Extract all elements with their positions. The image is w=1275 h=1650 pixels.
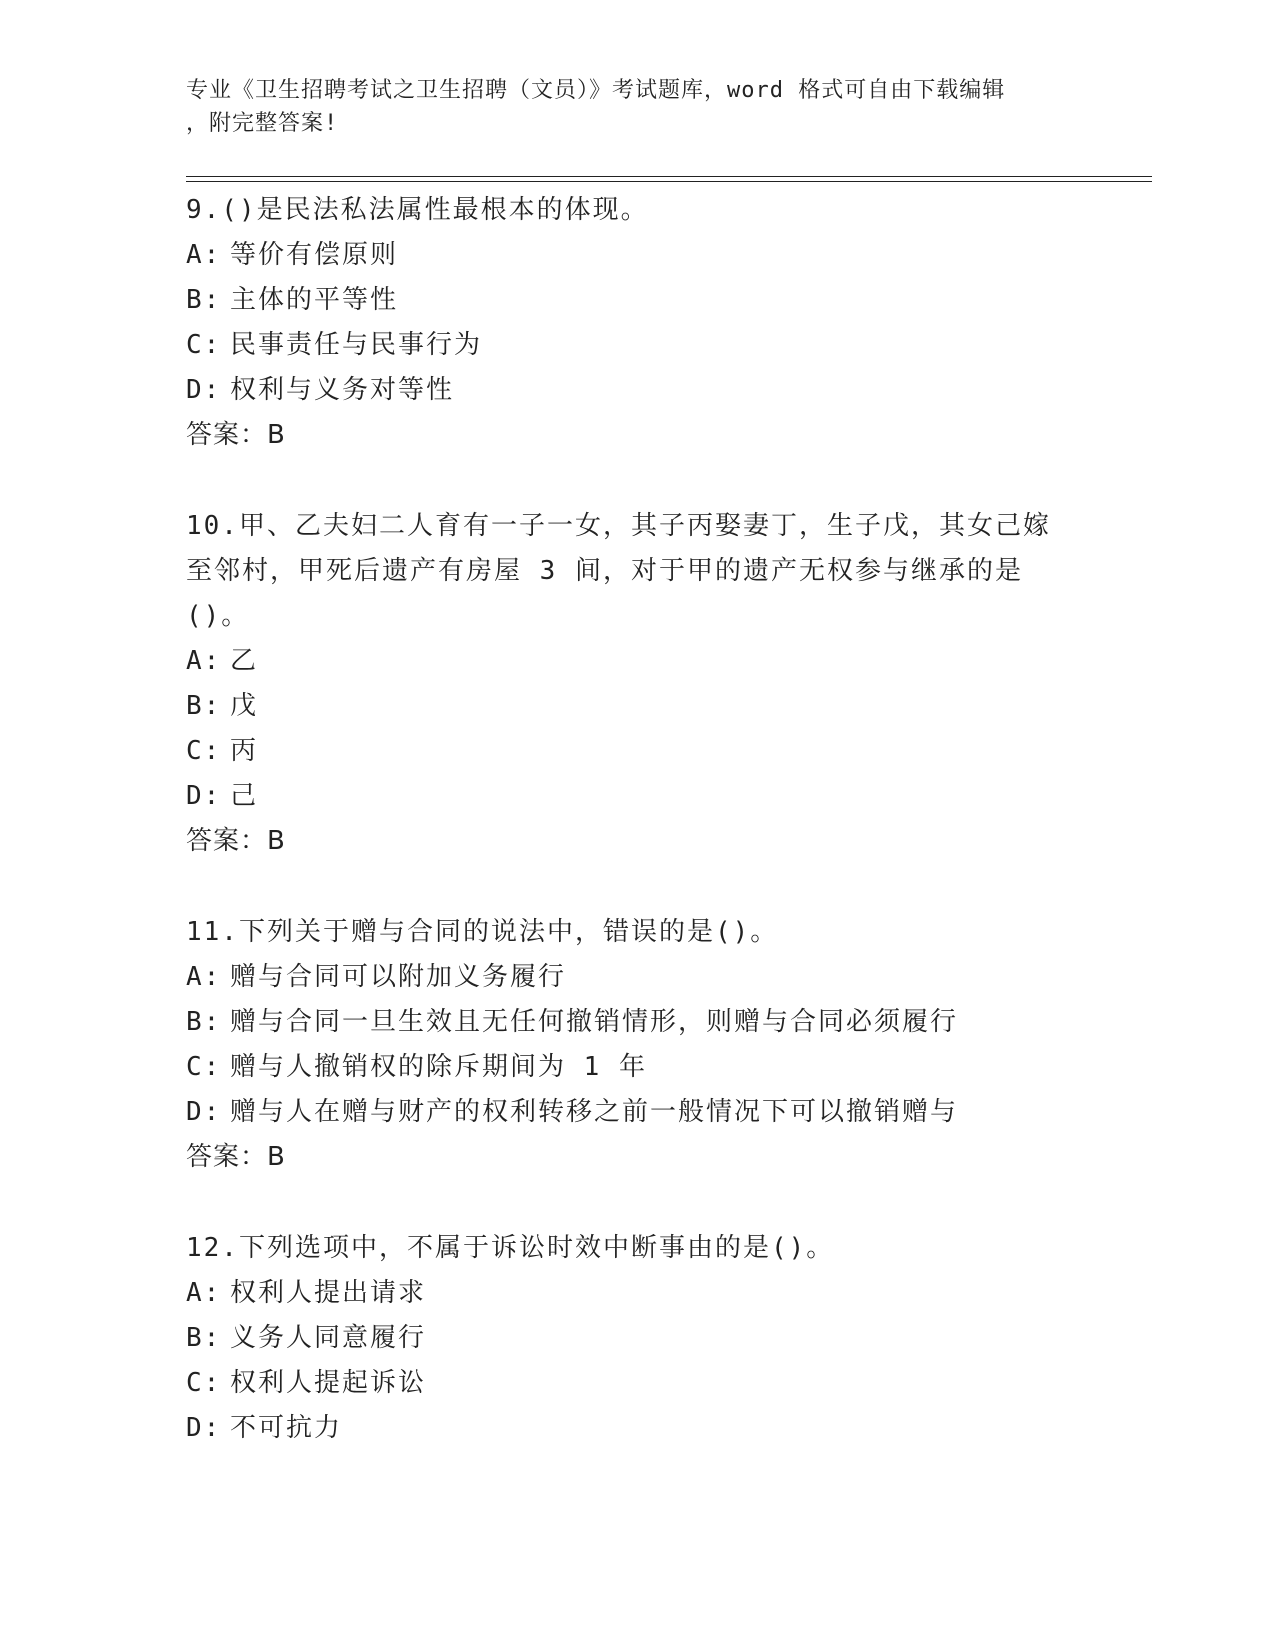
option-text: 乙 [230,646,259,676]
header-line-2: ，附完整答案! [186,111,339,136]
option-text: 戊 [230,691,259,721]
option-letter: A: [186,1278,222,1308]
question-stem: 11.下列关于赠与合同的说法中，错误的是()。 [186,917,779,947]
option-letter: B: [186,1323,222,1353]
option-text: 主体的平等性 [230,285,399,315]
option-b [186,1316,1146,1361]
header-line-1: 专业《卫生招聘考试之卫生招聘（文员）》考试题库，word 格式可自由下载编辑 [186,78,1006,103]
option-a [186,233,1146,278]
document-header [186,74,1066,140]
option-a [186,639,1146,684]
option-a [186,955,1146,1000]
option-text: 义务人同意履行 [230,1323,427,1353]
question-spacer [186,1180,1146,1226]
answer-line: 答案：B [186,420,286,450]
option-letter: B: [186,285,222,315]
option-text: 权利人提出请求 [230,1278,427,1308]
option-letter: B: [186,1007,222,1037]
question-spacer [186,458,1146,504]
answer-line: 答案：B [186,826,286,856]
question-stem: 9.()是民法私法属性最根本的体现。 [186,195,649,225]
question-11 [186,910,1146,1180]
option-c [186,729,1146,774]
question-9 [186,188,1146,458]
option-text: 权利人提起诉讼 [230,1368,427,1398]
option-letter: C: [186,1368,222,1398]
option-text: 等价有偿原则 [230,240,399,270]
option-text: 丙 [230,736,259,766]
option-text: 赠与人撤销权的除斥期间为 1 年 [230,1052,647,1082]
option-letter: A: [186,646,222,676]
question-stem: 12.下列选项中，不属于诉讼时效中断事由的是()。 [186,1233,835,1263]
option-text: 民事责任与民事行为 [230,330,483,360]
option-letter: C: [186,1052,222,1082]
option-b [186,684,1146,729]
option-c [186,1361,1146,1406]
option-c [186,1045,1146,1090]
option-letter: D: [186,375,222,405]
option-text: 赠与人在赠与财产的权利转移之前一般情况下可以撤销赠与 [230,1097,959,1127]
option-letter: D: [186,781,222,811]
option-letter: C: [186,330,222,360]
option-text: 不可抗力 [230,1413,343,1443]
question-list [186,188,1146,1451]
option-text: 赠与合同一旦生效且无任何撤销情形，则赠与合同必须履行 [230,1007,959,1037]
option-d [186,774,1146,819]
option-d [186,368,1146,413]
option-text: 己 [230,781,259,811]
option-d [186,1090,1146,1135]
question-10 [186,504,1146,864]
option-c [186,323,1146,368]
question-12 [186,1226,1146,1451]
option-letter: C: [186,736,222,766]
option-letter: A: [186,962,222,992]
option-text: 赠与合同可以附加义务履行 [230,962,567,992]
header-divider-top [186,176,1152,177]
question-spacer [186,864,1146,910]
question-stem: 10.甲、乙夫妇二人育有一子一女，其子丙娶妻丁，生子戊，其女己嫁至邻村，甲死后遗产有房屋 3 间，对于甲的遗产无权参与继承的是()。 [186,511,1051,631]
option-b [186,278,1146,323]
option-b [186,1000,1146,1045]
option-text: 权利与义务对等性 [230,375,455,405]
option-letter: D: [186,1413,222,1443]
option-letter: D: [186,1097,222,1127]
answer-line: 答案：B [186,1142,286,1172]
option-letter: A: [186,240,222,270]
option-a [186,1271,1146,1316]
option-d [186,1406,1146,1451]
option-letter: B: [186,691,222,721]
header-divider-bottom [186,181,1152,182]
